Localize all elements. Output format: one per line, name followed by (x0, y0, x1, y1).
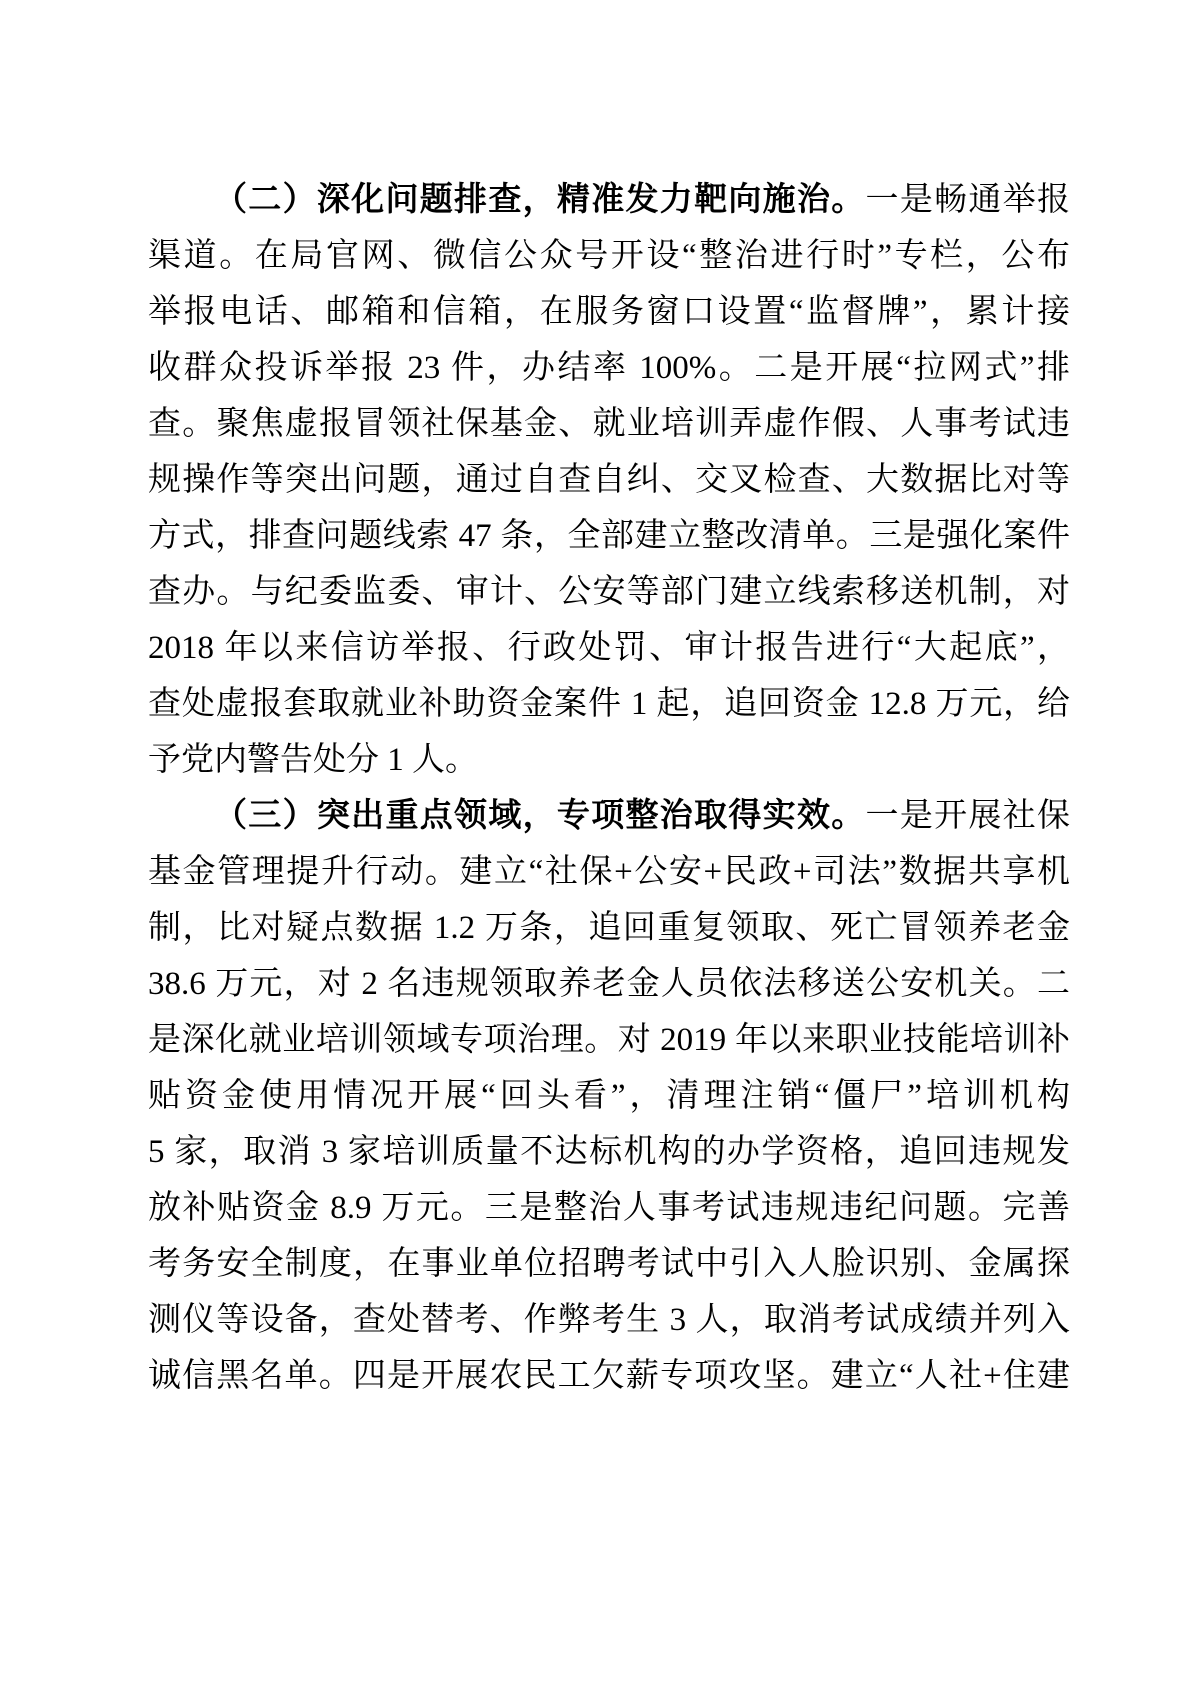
text-line: 测仪等设备，查处替考、作弊考生 3 人，取消考试成绩并列入 (148, 1302, 1071, 1338)
document-text-block (148, 172, 1070, 1404)
text-line: 是深化就业培训领域专项治理。对 2019 年以来职业技能培训补 (148, 1022, 1070, 1058)
text-line: 查处虚报套取就业补助资金案件 1 起，追回资金 12.8 万元，给 (148, 686, 1070, 722)
text-line: 予党内警告处分 1 人。 (148, 742, 478, 778)
paragraph-lead-rest: 一是开展社保 (865, 798, 1071, 834)
paragraph-lead-rest: 一是畅通举报 (865, 182, 1071, 218)
text-line (148, 172, 1070, 228)
text-line: 考务安全制度，在事业单位招聘考试中引入人脸识别、金属探 (148, 1246, 1070, 1282)
text-line: 基金管理提升行动。建立“社保+公安+民政+司法”数据共享机 (148, 854, 1070, 890)
paragraph (148, 788, 1070, 1404)
text-line: 渠道。在局官网、微信公众号开设“整治进行时”专栏，公布 (148, 238, 1070, 274)
text-line: 收群众投诉举报 23 件，办结率 100%。二是开展“拉网式”排 (148, 350, 1070, 386)
paragraph-lead: （三）突出重点领域，专项整治取得实效。 (214, 798, 866, 834)
paragraph-lead: （二）深化问题排查，精准发力靶向施治。 (214, 182, 866, 218)
text-line: 2018 年以来信访举报、行政处罚、审计报告进行“大起底”， (148, 630, 1070, 666)
text-line: 5 家，取消 3 家培训质量不达标机构的办学资格，追回违规发 (148, 1134, 1070, 1170)
text-line: 规操作等突出问题，通过自查自纠、交叉检查、大数据比对等 (148, 462, 1070, 498)
text-line: 方式，排查问题线索 47 条，全部建立整改清单。三是强化案件 (148, 518, 1070, 554)
paragraph (148, 172, 1070, 788)
text-line: 38.6 万元，对 2 名违规领取养老金人员依法移送公安机关。二 (148, 966, 1070, 1002)
text-line: 制，比对疑点数据 1.2 万条，追回重复领取、死亡冒领养老金 (148, 910, 1070, 946)
text-line: 放补贴资金 8.9 万元。三是整治人事考试违规违纪问题。完善 (148, 1190, 1070, 1226)
text-line: 查。聚焦虚报冒领社保基金、就业培训弄虚作假、人事考试违 (148, 406, 1070, 442)
text-line (148, 788, 1070, 844)
text-line: 查办。与纪委监委、审计、公安等部门建立线索移送机制，对 (148, 574, 1070, 610)
text-line: 举报电话、邮箱和信箱，在服务窗口设置“监督牌”，累计接 (148, 294, 1070, 330)
text-line: 诚信黑名单。四是开展农民工欠薪专项攻坚。建立“人社+住建 (148, 1358, 1070, 1394)
text-line: 贴资金使用情况开展“回头看”，清理注销“僵尸”培训机构 (148, 1078, 1070, 1114)
